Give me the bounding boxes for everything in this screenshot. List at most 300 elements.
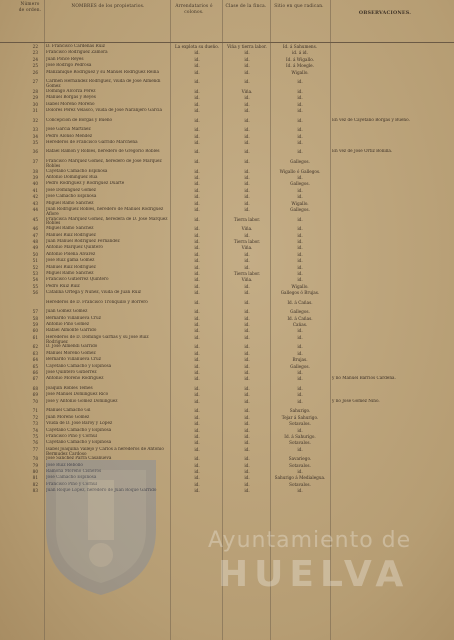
site-cell: Brujas. [292, 357, 308, 363]
owner-cell: Miguel Ramo Sanchez [46, 226, 94, 231]
class-cell: id. [244, 469, 250, 475]
site-cell: id. [297, 328, 303, 334]
ledger-table [0, 44, 454, 498]
site-cell: Gallegos. [290, 159, 310, 165]
tenant-cell: id. [194, 175, 200, 181]
site-cell: id. [297, 398, 303, 404]
tenant-cell: id. [194, 95, 200, 101]
tenant-cell: id. [194, 63, 200, 69]
tenant-cell: id. [194, 440, 200, 446]
row-number: 55 [32, 283, 38, 289]
row-number: 74 [32, 427, 38, 433]
site-cell: id. [297, 264, 303, 270]
owner-cell: Dolores Perez Velasco, viuda de José Naranjero Garcia [46, 107, 163, 112]
class-cell: id. [244, 139, 250, 145]
class-cell: id. [244, 481, 250, 487]
owner-cell: Pedro Ruiz Ruiz [46, 283, 80, 288]
site-cell: Wigallo. [291, 283, 309, 289]
row-number: 75 [32, 433, 38, 439]
tenant-cell: id. [194, 315, 200, 321]
row-number: 83 [32, 488, 38, 494]
class-cell: id. [244, 101, 250, 107]
site-cell: Id. á Cañas. [287, 299, 313, 305]
class-cell: id. [244, 251, 250, 257]
class-cell: id. [244, 414, 250, 420]
class-cell: Tierra labor. [233, 238, 261, 244]
row-number: 31 [32, 107, 38, 113]
observation-cell: En vez de Cayetano Borgas y Bueno. [332, 117, 410, 122]
class-cell: id. [244, 462, 250, 468]
row-number: 26 [32, 69, 38, 75]
site-cell: id. [297, 446, 303, 452]
row-number: 23 [32, 50, 38, 56]
site-cell: id. [297, 469, 303, 475]
owner-cell: José Camacho Espinosa [46, 475, 97, 480]
site-cell: Gallegos. [290, 181, 310, 187]
site-cell: id. [297, 194, 303, 200]
owner-cell: Herederos de D. Domingo Garfias y su José Ruiz Rodriguez [46, 334, 149, 344]
row-number: 29 [32, 95, 38, 101]
owner-cell: José Garcia Martinez [46, 127, 91, 132]
class-cell: id. [244, 370, 250, 376]
owner-cell: Isabel Joaquina Vallejo y Carlos á herederos de Antonio Bermudez Cardoso [46, 446, 164, 456]
class-cell: id. [244, 194, 250, 200]
tenant-cell: id. [194, 357, 200, 363]
site-cell: id. [297, 79, 303, 85]
tenant-cell: id. [194, 283, 200, 289]
tenant-cell: id. [194, 392, 200, 398]
header-tenants: Arrendatarios ó colonos. [175, 4, 213, 15]
tenant-cell: La explota su dueño. [174, 44, 219, 49]
table-row [0, 376, 454, 386]
class-cell: id. [244, 433, 250, 439]
owner-cell: José Dominguez Gomez [46, 187, 96, 192]
class-cell: Viña. [241, 226, 253, 232]
site-cell: Sotavalos. [289, 462, 311, 468]
tenant-cell: id. [194, 258, 200, 264]
class-cell: id. [244, 159, 250, 165]
row-number: 51 [32, 258, 38, 264]
site-cell: id. [297, 149, 303, 155]
site-cell: Gallegos. [290, 207, 310, 213]
header-number: Número de orden. [18, 2, 42, 13]
owner-cell: Miguel Ramo Sanchez [46, 270, 94, 275]
row-number: 77 [32, 446, 38, 452]
site-cell: id. [297, 238, 303, 244]
owner-cell: Francisco Pino y Cornul [46, 433, 97, 438]
site-cell: id. [297, 175, 303, 181]
site-cell: id. [297, 133, 303, 139]
site-cell: Cañas. [292, 322, 308, 328]
owner-cell: Herederos de D. Francisco Tronquillo y Borrero [46, 299, 148, 304]
owner-cell: José y Antonio Gomez Dominguez [46, 398, 118, 403]
owner-cell: D. José Almendi Garrido [46, 344, 98, 349]
class-cell: id. [244, 328, 250, 334]
tenant-cell: id. [194, 133, 200, 139]
owner-cell: Antonio Poleña Alvarez [46, 251, 96, 256]
tenant-cell: id. [194, 149, 200, 155]
class-cell: id. [244, 299, 250, 305]
tenant-cell: id. [194, 376, 200, 382]
row-number: 37 [32, 159, 38, 165]
row-number: 70 [32, 398, 38, 404]
tenant-cell: id. [194, 350, 200, 356]
row-number: 41 [32, 187, 38, 193]
tenant-cell: id. [194, 481, 200, 487]
class-cell: id. [244, 149, 250, 155]
table-row [0, 335, 454, 345]
owner-cell: Juan Roque Lopez, heredero de Juan Roque Garrido [46, 488, 157, 493]
site-cell: id. [297, 95, 303, 101]
row-number: 79 [32, 462, 38, 468]
row-number: 63 [32, 350, 38, 356]
row-number: 76 [32, 440, 38, 446]
class-cell: Tierra labor. [233, 216, 261, 222]
tenant-cell: id. [194, 245, 200, 251]
class-cell: id. [244, 350, 250, 356]
tenant-cell: id. [194, 101, 200, 107]
row-number: 48 [32, 238, 38, 244]
site-cell: id. [297, 216, 303, 222]
table-row [0, 290, 454, 300]
class-cell: id. [244, 50, 250, 56]
class-cell: id. [244, 456, 250, 462]
site-cell: id. [297, 270, 303, 276]
row-number: 60 [32, 328, 38, 334]
owner-cell: Manuel Borgas y Reyes [46, 95, 96, 100]
site-cell: Sotavalos. [289, 421, 311, 427]
tenant-cell: id. [194, 334, 200, 340]
class-cell: id. [244, 446, 250, 452]
tenant-cell: id. [194, 264, 200, 270]
owner-cell: José Camacho Espinosa [46, 194, 97, 199]
site-cell: id. [297, 334, 303, 340]
table-row [0, 159, 454, 169]
tenant-cell: id. [194, 194, 200, 200]
site-cell: Tejar á Sahurigo. [281, 414, 319, 420]
class-cell: id. [244, 322, 250, 328]
owner-cell: Herederos de Francisco Garrido Marchena [46, 139, 138, 144]
site-cell: id. [297, 107, 303, 113]
tenant-cell: id. [194, 433, 200, 439]
owner-cell: José Ruiz Rebollo [46, 462, 83, 467]
owner-cell: Carmen Hernandez Rodriguez, viuda de José Almendi Gomez [46, 79, 161, 88]
owner-cell: José Ruiz gama Gomez [46, 258, 95, 263]
site-cell: id. [297, 376, 303, 382]
row-number: 22 [32, 44, 38, 49]
tenant-cell: id. [194, 200, 200, 206]
site-cell: Wigallo ó Gallegos. [279, 168, 321, 174]
row-number: 47 [32, 232, 38, 238]
table-row [0, 217, 454, 227]
row-number: 68 [32, 386, 38, 391]
class-cell: id. [244, 398, 250, 404]
observation-cell: y no José Gomez Niño. [332, 398, 380, 403]
owner-cell: José Quintero Gutierrez [46, 370, 97, 375]
row-number: 58 [32, 315, 38, 321]
header-owners: NOMBRES de los propietarios. [71, 4, 145, 9]
table-row [0, 399, 454, 409]
tenant-cell: id. [194, 462, 200, 468]
tenant-cell: id. [194, 56, 200, 62]
site-cell: Sahurigo á Medialegua. [274, 475, 326, 481]
row-number: 36 [32, 149, 38, 155]
owner-cell: Manuel Ruiz Rodriguez [46, 264, 96, 269]
tenant-cell: id. [194, 270, 200, 276]
row-number: 28 [32, 88, 38, 94]
owner-cell: Manuel Ruiz Rodriguez [46, 232, 96, 237]
owner-cell: Ramona Moreno Cisneros [46, 469, 102, 474]
site-cell: Sotavalos. [289, 440, 311, 446]
tenant-cell: id. [194, 207, 200, 213]
tenant-cell: id. [194, 168, 200, 174]
owner-cell: Concepcion de Borgas y Bueno [46, 117, 113, 122]
class-cell: id. [244, 344, 250, 350]
table-row [0, 108, 454, 118]
site-cell: Wigallo. [291, 200, 309, 206]
row-number: 71 [32, 408, 38, 414]
owner-cell: Manzanique Rodriguez y su Manuel Rodriguez Reina [46, 69, 159, 74]
site-cell: id. [297, 258, 303, 264]
owner-cell: Juan Gomez Gomez [46, 309, 88, 314]
row-number: 52 [32, 264, 38, 270]
owner-cell: Manuel Moreno Gomez [46, 350, 96, 355]
tenant-cell: id. [194, 50, 200, 56]
site-cell: id. [297, 386, 303, 391]
table-row [0, 149, 454, 159]
tenant-cell: id. [194, 456, 200, 462]
owner-cell: Rafael Ramón y Robles, heredero de Gregorio Robles [46, 149, 160, 154]
site-cell: id. [297, 370, 303, 376]
class-cell: id. [244, 117, 250, 123]
tenant-cell: id. [194, 421, 200, 427]
owner-cell: Francisco Rodriguez Zamora [46, 50, 108, 55]
class-cell: id. [244, 168, 250, 174]
tenant-cell: id. [194, 469, 200, 475]
class-cell: Viña. [241, 277, 253, 283]
tenant-cell: id. [194, 226, 200, 232]
row-number: 32 [32, 117, 38, 123]
site-cell: Sotavalos. [289, 481, 311, 487]
observation-cell: y no Manuel Barrios Cardena. [332, 376, 396, 381]
row-number: 59 [32, 322, 38, 328]
row-number: 53 [32, 270, 38, 276]
tenant-cell: id. [194, 159, 200, 165]
class-cell: id. [244, 408, 250, 414]
site-cell: id. [297, 344, 303, 350]
table-row [0, 79, 454, 89]
site-cell: id. [297, 226, 303, 232]
owner-cell: Antonio Márquez Quintero [46, 245, 103, 250]
tenant-cell: id. [194, 79, 200, 85]
class-cell: id. [244, 258, 250, 264]
tenant-cell: id. [194, 309, 200, 315]
owner-cell: Rafael Almonte Garrido [46, 328, 97, 333]
row-number: 43 [32, 200, 38, 206]
class-cell: id. [244, 232, 250, 238]
owner-cell: Juan Ponce Reyes [46, 56, 84, 61]
tenant-cell: id. [194, 216, 200, 222]
owner-cell: Francisco Pino y Cornul [46, 481, 97, 486]
tenant-cell: id. [194, 277, 200, 283]
row-number: 66 [32, 370, 38, 376]
site-cell: id. [297, 251, 303, 257]
class-cell: id. [244, 181, 250, 187]
site-cell: Id. á Moegle. [286, 63, 314, 69]
site-cell: Savariego. [288, 456, 312, 462]
owner-cell: Isabel Moreno Moreno [46, 101, 95, 106]
tenant-cell: id. [194, 139, 200, 145]
class-cell: id. [244, 334, 250, 340]
row-number: 80 [32, 469, 38, 475]
watermark-line1: Ayuntamiento de [208, 528, 412, 553]
owner-cell: Domingo Alcorza Perez [46, 88, 96, 93]
tenant-cell: id. [194, 322, 200, 328]
tenant-cell: id. [194, 69, 200, 75]
row-number: 40 [32, 181, 38, 187]
row-number: 78 [32, 456, 38, 462]
tenant-cell: id. [194, 427, 200, 433]
class-cell: id. [244, 95, 250, 101]
site-cell: id. á id. [292, 50, 308, 56]
site-cell: id. [297, 187, 303, 193]
class-cell: Viña y tierra labor. [227, 44, 267, 49]
owner-cell: Antonio Pino Gomez [46, 322, 90, 327]
tenant-cell: id. [194, 344, 200, 350]
row-number: 54 [32, 277, 38, 283]
class-cell: id. [244, 63, 250, 69]
watermark-line2: HUELVA [218, 554, 410, 595]
row-number: 25 [32, 63, 38, 69]
header-observations: OBSERVACIONES. [358, 10, 412, 16]
row-number: 46 [32, 226, 38, 232]
owner-cell: Juan Manuel Rodriguez Fernandez [46, 238, 120, 243]
row-number: 39 [32, 175, 38, 181]
row-number: 24 [32, 56, 38, 62]
table-row [0, 140, 454, 150]
tenant-cell: id. [194, 290, 200, 296]
header-class: Clase de la finca. [225, 4, 267, 9]
row-number: 56 [32, 290, 38, 296]
class-cell: id. [244, 207, 250, 213]
class-cell: id. [244, 175, 250, 181]
row-number: 65 [32, 363, 38, 369]
owner-cell: Pedro Rodriguez y Rodriguez Duarte [46, 181, 125, 186]
class-cell: id. [244, 133, 250, 139]
row-number: 61 [32, 334, 38, 340]
row-number: 69 [32, 392, 38, 398]
class-cell: id. [244, 187, 250, 193]
site-cell: id. [297, 277, 303, 283]
class-cell: id. [244, 392, 250, 398]
observation-cell: En vez de José Ortiz Bonilla. [332, 149, 393, 154]
site-cell: Sahurigo. [289, 408, 311, 414]
header-site: Sitio en que radican. [274, 4, 324, 9]
owner-cell: Francisco Márquez Gomez, heredero de José Márquez Robles [46, 159, 162, 168]
site-cell: Id. á Sahurigo. [284, 433, 316, 439]
owner-cell: José Rodrigo Pedrosa [46, 63, 92, 68]
owner-cell: Joaquin Robles Temes [46, 386, 93, 390]
class-cell: id. [244, 264, 250, 270]
tenant-cell: id. [194, 117, 200, 123]
owner-cell: Pedro Alonso Mendez [46, 133, 93, 138]
row-number: 72 [32, 414, 38, 420]
owner-cell: Catalina Ortega y Nuñez, viuda de Juan Ruiz [46, 290, 141, 295]
class-cell: id. [244, 56, 250, 62]
tenant-cell: id. [194, 475, 200, 481]
class-cell: id. [244, 290, 250, 296]
class-cell: id. [244, 421, 250, 427]
site-cell: id. [297, 488, 303, 494]
row-number: 33 [32, 127, 38, 133]
owner-cell: Bernardo Villanueva Cruz [46, 315, 101, 320]
tenant-cell: id. [194, 251, 200, 257]
tenant-cell: id. [194, 232, 200, 238]
owner-cell: Cayetano Camacho y Espinosa [46, 363, 112, 368]
site-cell: Wigallo. [291, 69, 309, 75]
table-header [0, 0, 454, 43]
owner-cell: Francisca Márquez Gomez, heredera de D. José Márquez Robles [46, 216, 168, 226]
site-cell: id. [297, 88, 303, 94]
class-cell: id. [244, 363, 250, 369]
row-number: 81 [32, 475, 38, 481]
row-number: 30 [32, 101, 38, 107]
site-cell: id. [297, 139, 303, 145]
class-cell: id. [244, 315, 250, 321]
row-number: 62 [32, 344, 38, 350]
owner-cell: Cayetano Camacho y Espinosa [46, 440, 112, 445]
class-cell: Viña. [241, 245, 253, 251]
class-cell: Tierra labor. [233, 270, 261, 276]
site-cell: id. [297, 350, 303, 356]
site-cell: Gallegos ó Brujas. [280, 290, 320, 296]
tenant-cell: id. [194, 127, 200, 133]
site-cell: id. [297, 427, 303, 433]
table-row [0, 207, 454, 217]
class-cell: id. [244, 127, 250, 133]
owner-cell: Juan Rodriguez Robles, heredero de Manuel Rodriguez Aflore [46, 207, 164, 216]
site-cell: id. [297, 127, 303, 133]
row-number: 49 [32, 245, 38, 251]
owner-cell: Manuel Camacho Gil [46, 408, 91, 413]
row-number: 45 [32, 216, 38, 222]
table-row [0, 447, 454, 457]
row-number: 82 [32, 481, 38, 487]
class-cell: id. [244, 357, 250, 363]
table-row [0, 70, 454, 80]
owner-cell: Juan Moreno Gomez [46, 414, 90, 419]
class-cell: id. [244, 79, 250, 85]
row-number: 57 [32, 309, 38, 315]
class-cell: id. [244, 309, 250, 315]
row-number: 38 [32, 168, 38, 174]
tenant-cell: id. [194, 408, 200, 414]
owner-cell: Miguel Ramo Sanchez [46, 200, 94, 205]
class-cell: id. [244, 107, 250, 113]
tenant-cell: id. [194, 238, 200, 244]
owner-cell: Bernardo Villanueva Cruz [46, 357, 101, 362]
tenant-cell: id. [194, 107, 200, 113]
tenant-cell: id. [194, 328, 200, 334]
row-number: 67 [32, 376, 38, 382]
tenant-cell: id. [194, 386, 200, 391]
class-cell: id. [244, 427, 250, 433]
table-row [0, 488, 454, 498]
owner-cell: Francisco Gutierrez Quintero [46, 277, 109, 282]
site-cell: Gallegos. [290, 309, 310, 315]
site-cell: Id. á Sahumens. [282, 44, 318, 49]
class-cell: Viña. [241, 88, 253, 94]
